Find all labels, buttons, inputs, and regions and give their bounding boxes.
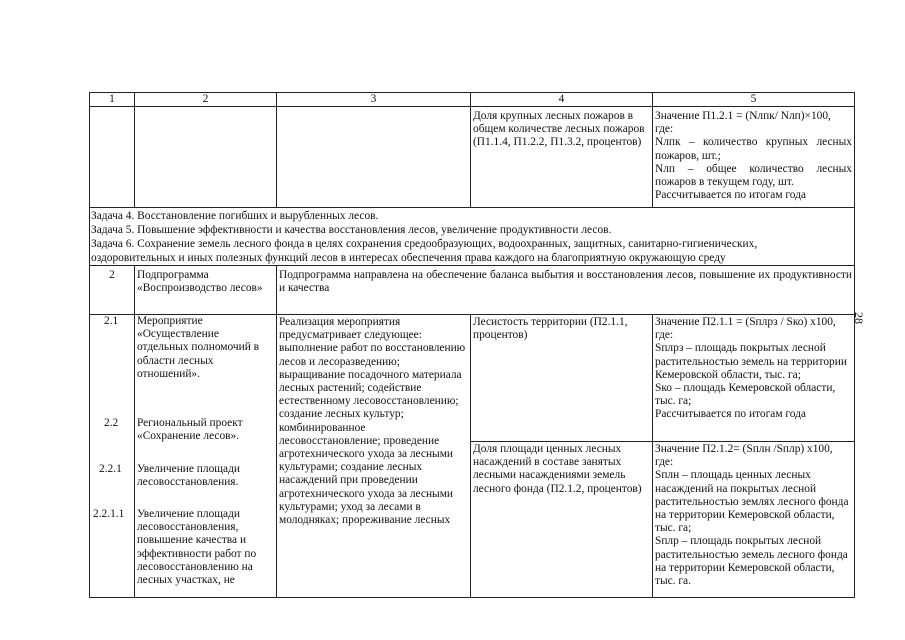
formula-line: Sплр – площадь покрытых лесной растительностью земель лесного фонда на территории Кемеровской области, тыс. га.	[655, 535, 848, 588]
task-6-cont: оздоровительных и иных полезных функций лесов в интересах обеспечения права каждого на благоприятную окружающую среду	[91, 252, 726, 264]
formula-line: Значение П2.1.1 = (Sплрз / Sко) х100,	[655, 316, 836, 328]
formula-line: Рассчитывается по итогам года	[655, 189, 806, 202]
item-num-2-2-1-1: 2.2.1.1	[93, 508, 125, 520]
header-col-1: 1	[89, 92, 135, 107]
row3-nums	[89, 314, 135, 598]
formula-line: Sплн – площадь ценных лесных насаждений на покрытых лесной растительностью землях лесного фонда на территории Кемеровской области, тыс. га;	[655, 469, 849, 535]
header-col-3: 3	[276, 92, 471, 107]
formula-line: где:	[655, 456, 674, 469]
formula-line: где:	[655, 123, 674, 136]
row3-ind1-calc	[652, 314, 855, 442]
row2-desc: Подпрограмма направлена на обеспечение баланса выбытия и восстановления лесов, повышение их продуктивности и качества	[276, 265, 855, 315]
item-num-2-1: 2.1	[104, 315, 119, 327]
item-num-2-2: 2.2	[104, 417, 119, 429]
task-6: Задача 6. Сохранение земель лесного фонда в целях сохранения средообразующих, водоохранных, защитных, санитарно-гигиенических,	[91, 238, 758, 250]
item-name-2-1: Мероприятие «Осуществление отдельных полномочий в области лесных отношений».	[137, 315, 260, 380]
formula-line: Рассчитывается по итогам года	[655, 408, 806, 421]
row3-ind1: Лесистость территории (П2.1.1, процентов)	[470, 314, 653, 442]
formula-line: Sплрз – площадь покрытых лесной растительностью земель на территории Кемеровской области, тыс. га;	[655, 342, 847, 381]
formula-line: где:	[655, 329, 674, 342]
row1-col1	[89, 106, 135, 208]
row1-indicator: Доля крупных лесных пожаров в общем количестве лесных пожаров (П1.1.4, П1.2.2, П1.3.2, процентов)	[470, 106, 653, 208]
row3-ind2: Доля площади ценных лесных насаждений в составе занятых лесными насаждениями земель лесного фонда (П2.1.2, процентов)	[470, 441, 653, 598]
row1-col2	[134, 106, 277, 208]
header-col-5: 5	[652, 92, 855, 107]
row2-name: Подпрограмма «Воспроизводство лесов»	[134, 265, 277, 315]
task-5: Задача 5. Повышение эффективности и качества восстановления лесов, увеличение продуктивности лесов.	[91, 224, 612, 236]
header-col-2: 2	[134, 92, 277, 107]
header-col-4: 4	[470, 92, 653, 107]
item-num-2-2-1: 2.2.1	[99, 463, 122, 475]
row1-formula	[652, 106, 855, 208]
item-name-2-2-1-1: Увеличение площади лесовосстановления, повышение качества и эффективности работ по лесовосстановлению на лесных участках, не	[137, 508, 257, 587]
formula-line: Значение П1.2.1 = (Nлпк/ Nлп)×100,	[655, 110, 831, 122]
row3-measures: Реализация мероприятия предусматривает следующее: выполнение работ по восстановлению лесов и лесоразведению; выращивание посадочного материала лесных растений; содействие естественному лесовосстановлению; создание лесных культур; комбинированное лесовосстановление; проведение агротехнического ухода за лесными культурами; создание лесных насаждений при проведении агротехнического ухода за лесными культурами; уход за лесами в молодняках; прореживание лесных	[276, 314, 471, 598]
task-4: Задача 4. Восстановление погибших и вырубленных лесов.	[91, 210, 379, 222]
page-number: 28	[852, 312, 866, 324]
formula-line: Sко – площадь Кемеровской области, тыс. га;	[655, 382, 836, 408]
item-name-2-2: Региональный проект «Сохранение лесов».	[137, 417, 243, 443]
formula-line: Значение П2.1.2= (Sплн /Sплр) х100,	[655, 443, 833, 455]
formula-line: Nлпк – количество крупных лесных пожаров, шт.;	[655, 136, 852, 162]
row3-ind2-calc	[652, 441, 855, 598]
row2-num: 2	[89, 265, 135, 315]
item-name-2-2-1: Увеличение площади лесовосстановления.	[137, 463, 240, 489]
row1-col3	[276, 106, 471, 208]
formula-line: Nлп – общее количество лесных пожаров в текущем году, шт.	[655, 162, 852, 189]
